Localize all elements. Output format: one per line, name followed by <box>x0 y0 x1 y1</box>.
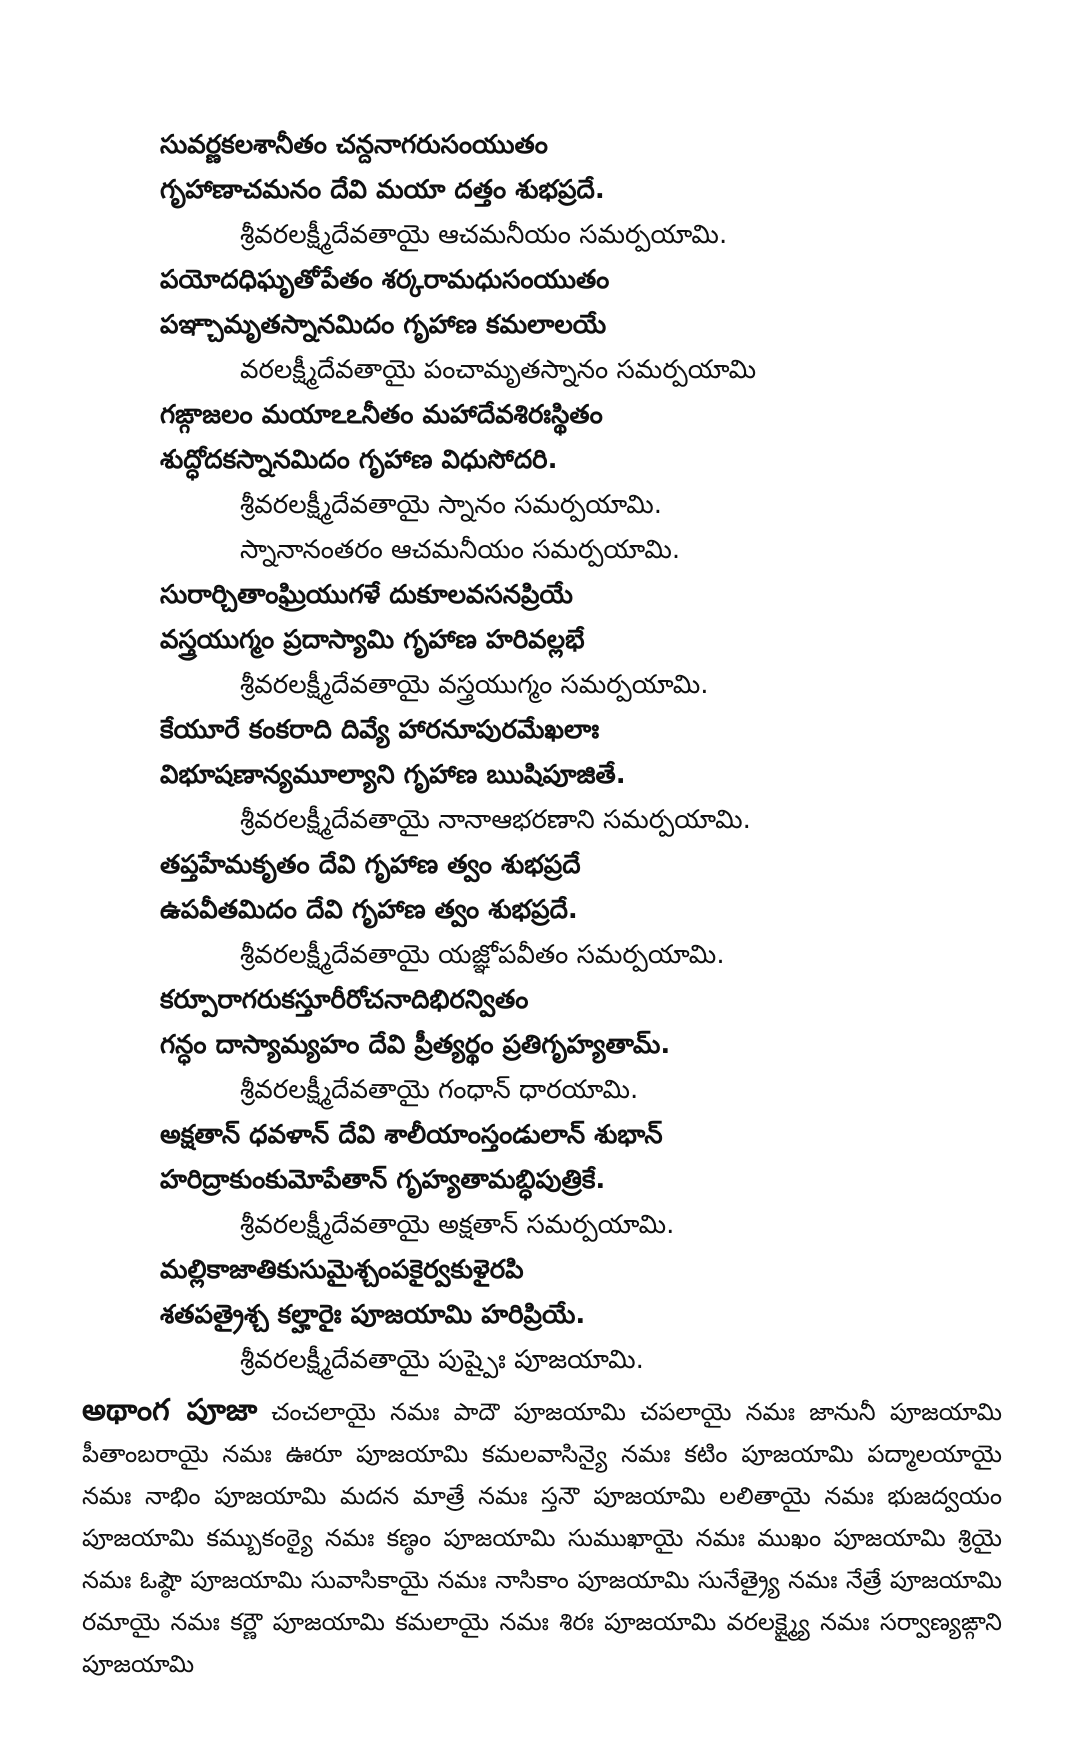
offering-line: శ్రీవరలక్ష్మీదేవతాయై ఆచమనీయం సమర్పయామి. <box>240 220 728 250</box>
sloka-line: తప్తహేమకృతం దేవి గృహాణ త్వం శుభప్రదే <box>160 850 581 880</box>
sloka-line: శుద్ధోదకస్నానమిదం గృహాణ విధుసోదరి. <box>160 445 558 475</box>
sloka-line: వస్త్రయుగ్మం ప్రదాస్యామి గృహాణ హరివల్లభే <box>160 625 585 655</box>
sloka-line: గన్ధం దాస్యామ్యహం దేవి ప్రీత్యర్థం ప్రతిగృహ్యతామ్. <box>160 1030 671 1060</box>
offering-line: శ్రీవరలక్ష్మీదేవతాయై అక్షతాన్ సమర్పయామి. <box>240 1210 675 1240</box>
anga-puja-paragraph <box>82 1390 1002 1685</box>
offering-line: శ్రీవరలక్ష్మీదేవతాయై గంధాన్ ధారయామి. <box>240 1075 639 1105</box>
offering-line: శ్రీవరలక్ష్మీదేవతాయై యజ్ఞోపవీతం సమర్పయామి. <box>240 940 725 970</box>
sloka-line: పఞ్చామృతస్నానమిదం గృహాణ కమలాలయే <box>160 310 607 340</box>
sloka-line: గృహాణాచమనం దేవి మయా దత్తం శుభప్రదే. <box>160 175 605 205</box>
sloka-line: సువర్ణకలశానీతం చన్దనాగరుసంయుతం <box>160 130 548 160</box>
offering-line: స్నానానంతరం ఆచమనీయం సమర్పయామి. <box>240 535 681 565</box>
sloka-line: కర్పూరాగరుకస్తూరీరోచనాదిభిరన్వితం <box>160 985 529 1015</box>
sloka-line: శతపత్రైశ్చ కల్హారైః పూజయామి హరిప్రియే. <box>160 1300 586 1330</box>
sloka-line: హరిద్రాకుంకుమోపేతాన్ గృహ్యతామబ్ధిపుత్రికే. <box>160 1165 606 1195</box>
offering-line: వరలక్ష్మీదేవతాయై పంచామృతస్నానం సమర్పయామి <box>240 355 757 385</box>
sloka-line: ఉపవీతమిదం దేవి గృహాణ త్వం శుభప్రదే. <box>160 895 578 925</box>
offering-line: శ్రీవరలక్ష్మీదేవతాయై నానాఆభరణాని సమర్పయామి. <box>240 805 751 835</box>
sloka-line: కేయూరే కంకరాది దివ్యే హారనూపురమేఖలాః <box>160 715 600 745</box>
sloka-line: పయోదధిఘృతోపేతం శర్కరామధుసంయుతం <box>160 265 610 295</box>
sloka-line: అక్షతాన్ ధవళాన్ దేవి శాలీయాంస్తండులాన్ శుభాన్ <box>160 1120 663 1150</box>
verse-block <box>160 123 1040 1383</box>
offering-line: శ్రీవరలక్ష్మీదేవతాయై పుష్పైః పూజయామి. <box>240 1345 644 1375</box>
anga-puja-text: చంచలాయై నమః పాదౌ పూజయామి చపలాయై నమః జానునీ పూజయామి పీతాంబరాయై నమః ఊరూ పూజయామి కమలవాసిన్యై నమః కటిం పూజయామి పద్మాలయాయై నమః నాభిం పూజయామి మదన మాత్రే నమః స్తనౌ పూజయామి లలితాయై నమః భుజద్వయం పూజయామి కమ్బుకంఠ్యై నమః కణ్ఠం పూజయామి సుముఖాయై నమః ముఖం పూజయామి శ్రియై నమః ఓష్ఠౌ పూజయామి సువాసికాయై నమః నాసికాం పూజయామి సునేత్ర్యై నమః నేత్రే పూజయామి రమాయై నమః కర్ణౌ పూజయామి కమలాయై నమః శిరః పూజయామి వరలక్ష్మ్యై నమః సర్వాణ్యఙ్గాని పూజయామి <box>82 1398 1002 1678</box>
offering-line: శ్రీవరలక్ష్మీదేవతాయై స్నానం సమర్పయామి. <box>240 490 663 520</box>
sloka-line: గఙ్గాజలం మయాఽఽనీతం మహాదేవశిరఃస్థితం <box>160 400 603 430</box>
anga-puja-title: అథాంగ పూజా <box>82 1393 258 1428</box>
offering-line: శ్రీవరలక్ష్మీదేవతాయై వస్త్రయుగ్మం సమర్పయామి. <box>240 670 709 700</box>
sloka-line: సురార్చితాంఘ్రియుగళే దుకూలవసనప్రియే <box>160 580 573 610</box>
sloka-line: విభూషణాన్యమూల్యాని గృహాణ ఋషిపూజితే. <box>160 760 626 790</box>
sloka-line: మల్లికాజాతికుసుమైశ్చంపకైర్వకుళైరపి <box>160 1255 524 1285</box>
